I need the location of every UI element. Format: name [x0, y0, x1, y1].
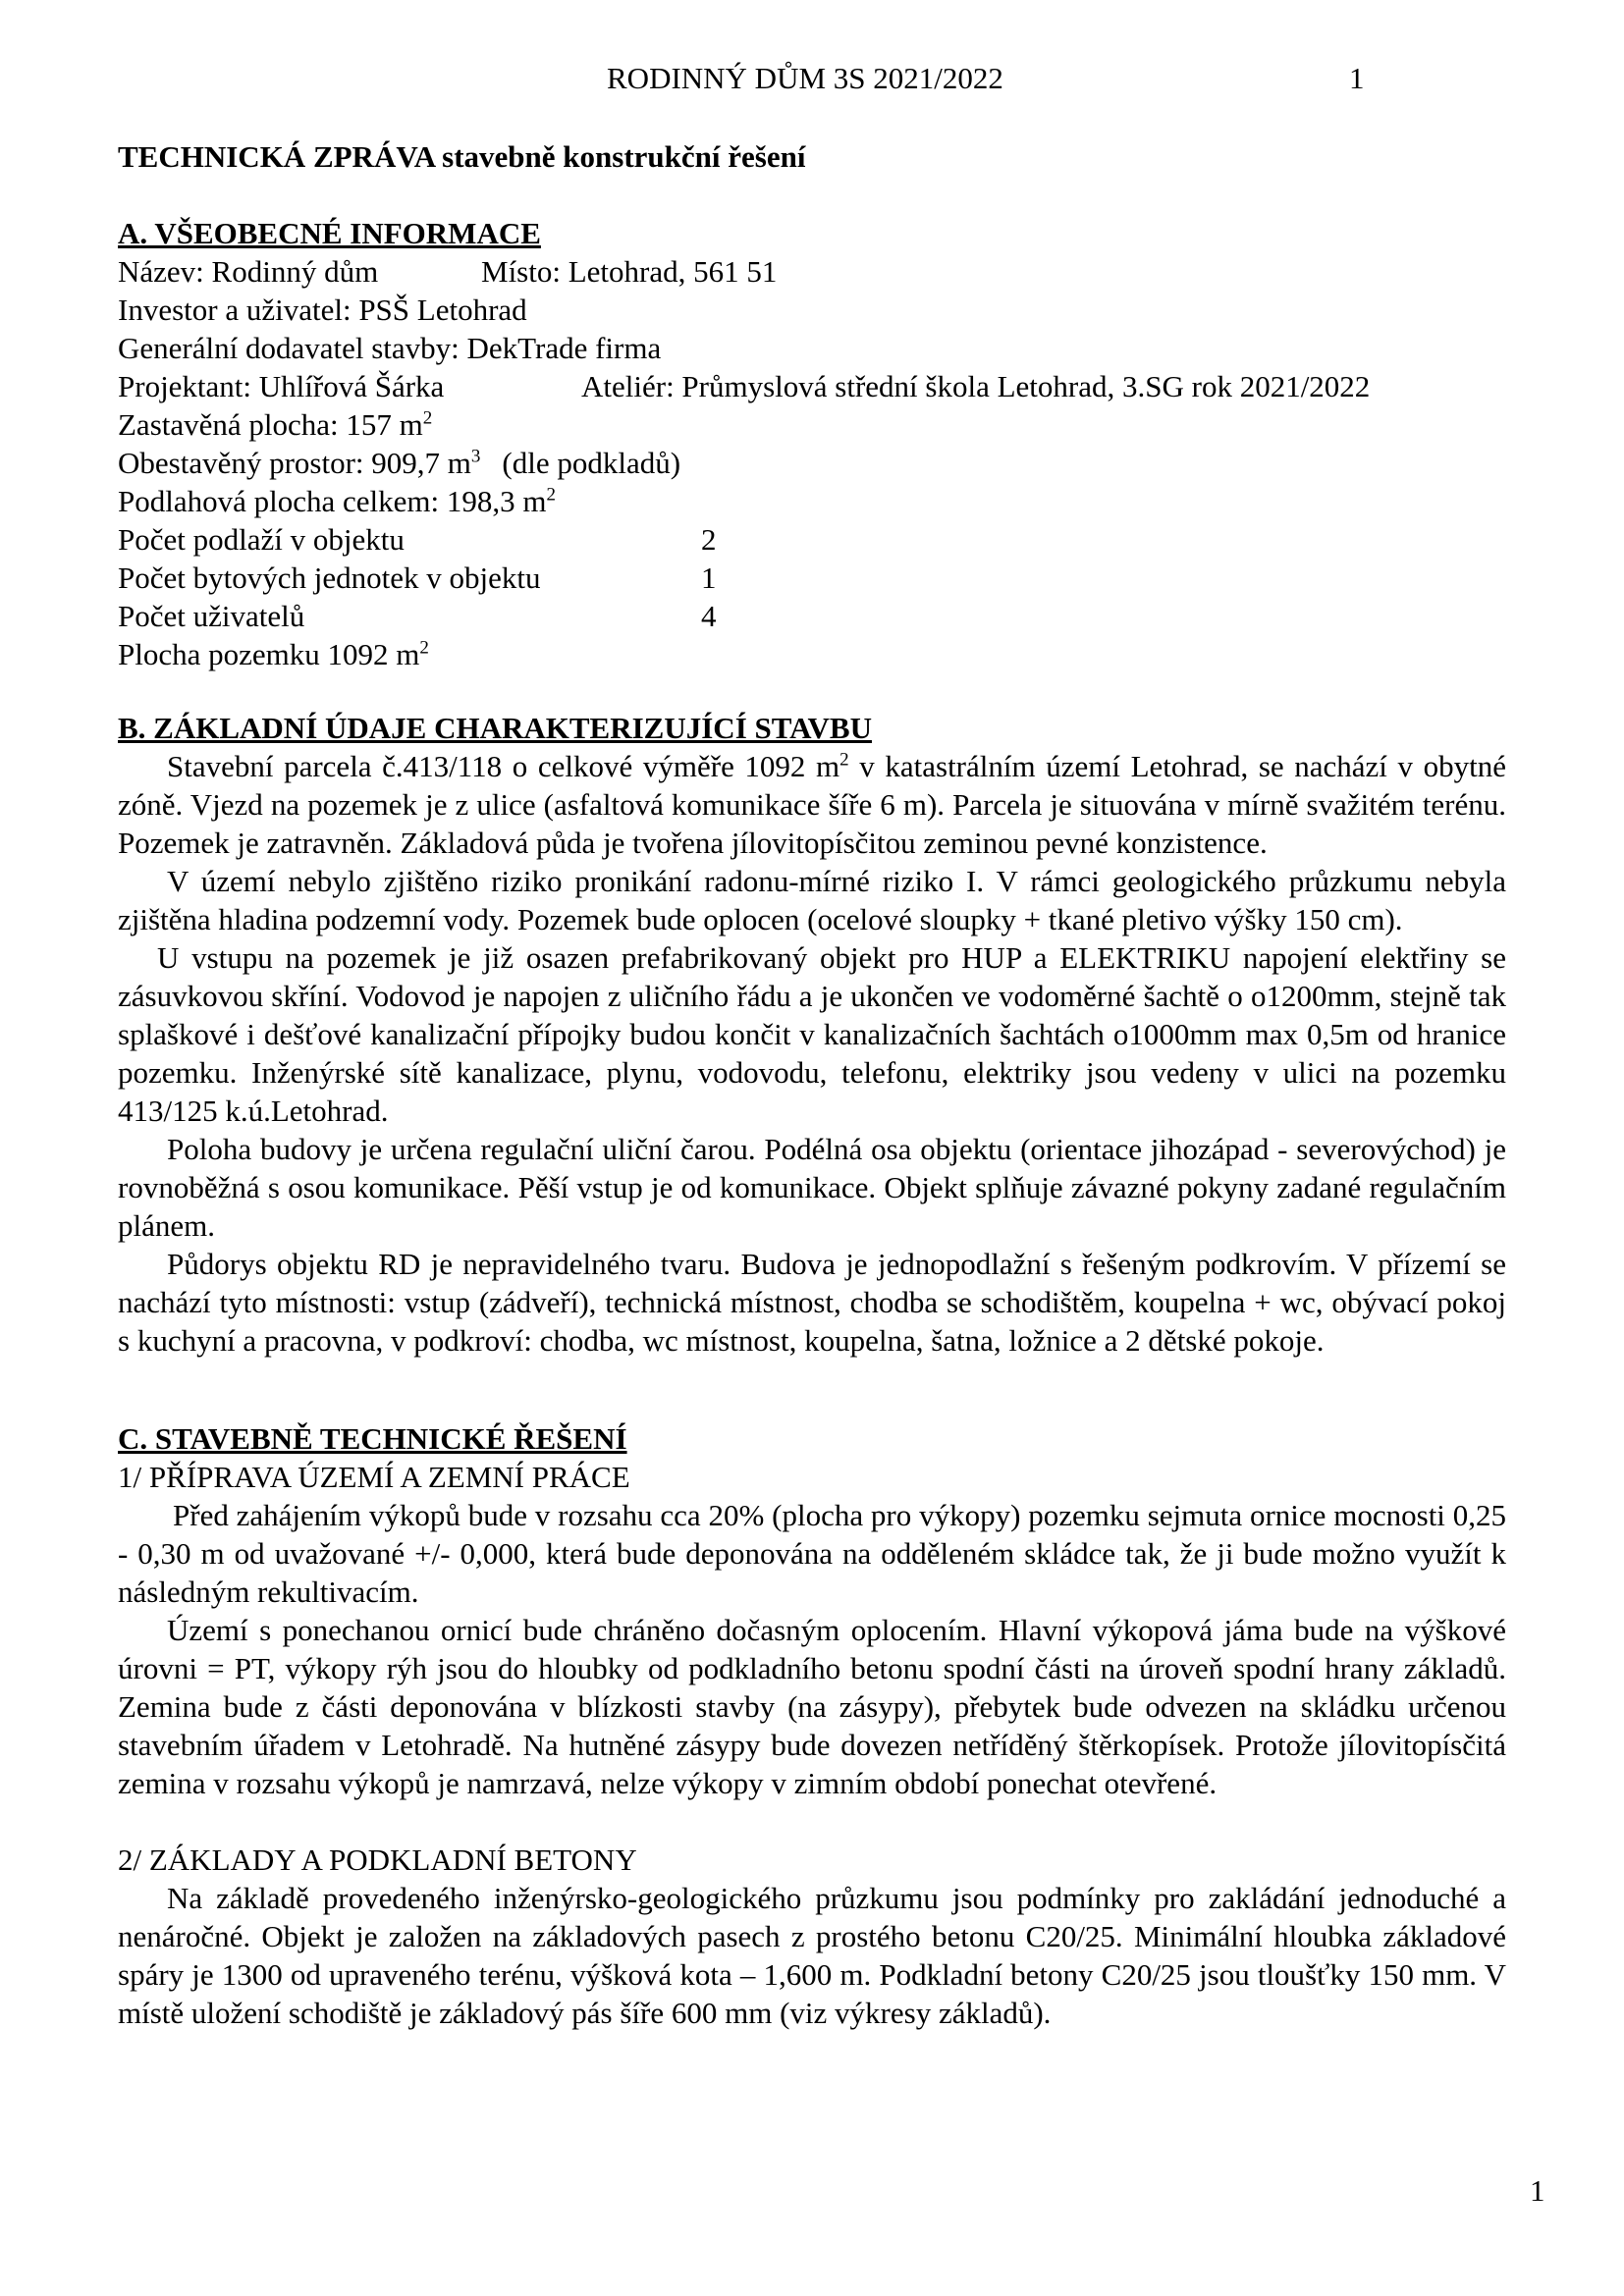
document-title: TECHNICKÁ ZPRÁVA stavebně konstrukční řešení	[118, 139, 806, 174]
footer-page-number: 1	[1530, 2173, 1545, 2208]
subsection-2-paragraph: Na základě provedeného inženýrsko-geologického průzkumu jsou podmínky pro zakládání jednoduché a nenáročné. Objekt je založen na základových pasech z prostého betonu C20/25. Minimální hloubka základové spáry je 1300 od upraveného terénu, výšková kota – 1,600 m. Podkladní betony C20/25 jsou tloušťky 150 mm. V místě uložení schodiště je základový pás šíře 600 mm (viz výkresy základů).	[118, 1881, 1506, 2030]
superscript: 2	[546, 484, 556, 506]
building-name: Název: Rodinný dům	[118, 254, 379, 289]
enclosed-volume-text: Obestavěný prostor: 909,7 m	[118, 446, 471, 480]
floors-value: 2	[701, 522, 717, 557]
paragraph-text: v katastrálním území Letohrad, se nachází v obytné zóně. Vjezd na pozemek je z ulice (asfaltová komunikace šíře 6 m). Parcela je situována v mírně svažitém terénu. Pozemek je zatravněn. Základová půda je tvořena jílovitopísčitou zeminou pevné konzistence.	[118, 749, 1506, 860]
section-a-heading: A. VŠEOBECNÉ INFORMACE	[118, 216, 541, 250]
floors-label: Počet podlaží v objektu	[118, 522, 405, 557]
units-value: 1	[701, 561, 717, 595]
built-area	[118, 405, 1506, 444]
paragraph-text: Stavební parcela č.413/118 o celkové výměře 1092 m	[167, 749, 840, 783]
section-b-paragraph: Poloha budovy je určena regulační uliční čarou. Podélná osa objektu (orientace jihozápad - severovýchod) je rovnoběžná s osou komunikace. Pěší vstup je od komunikace. Objekt splňuje závazné pokyny zadané regulačním plánem.	[118, 1132, 1506, 1243]
plot-area	[118, 635, 1506, 673]
section-b-paragraph: V území nebylo zjištěno riziko pronikání radonu-mírné riziko I. V rámci geologického průzkumu nebyla zjištěna hladina podzemní vody. Pozemek bude oplocen (ocelové sloupky + tkané pletivo výšky 150 cm).	[118, 864, 1506, 936]
floors-count	[118, 520, 1506, 559]
units-label: Počet bytových jednotek v objektu	[118, 561, 541, 595]
general-contractor: Generální dodavatel stavby: DekTrade firma	[118, 331, 662, 365]
designer-studio-line	[118, 367, 1506, 405]
name-place-line	[118, 252, 1506, 291]
running-header	[118, 59, 1506, 98]
users-value: 4	[701, 599, 717, 633]
subsection-1-paragraph: Území s ponechanou ornicí bude chráněno dočasným oplocením. Hlavní výkopová jáma bude na výškové úrovni = PT, výkopy rýh jsou do hloubky od podkladního betonu spodní části na úroveň spodní hrany základů. Zemina bude z části deponována v blízkosti stavby (na zásypy), přebytek bude odvezen na skládku určenou stavebním úřadem v Letohradě. Na hutněné zásypy bude dovezen netříděný štěrkopísek. Protože jílovitopísčitá zemina v rozsahu výkopů je namrzavá, nelze výkopy v zimním období ponechat otevřené.	[118, 1613, 1506, 1800]
superscript: 2	[419, 637, 429, 659]
section-b	[118, 709, 1506, 1360]
built-area-text: Zastavěná plocha: 157 m	[118, 407, 423, 442]
investor: Investor a uživatel: PSŠ Letohrad	[118, 293, 527, 327]
units-count	[118, 559, 1506, 597]
floor-area-text: Podlahová plocha celkem: 198,3 m	[118, 484, 547, 518]
section-a	[118, 214, 1506, 673]
superscript: 2	[422, 407, 433, 429]
superscript: 3	[470, 446, 481, 467]
floor-area	[118, 482, 1506, 520]
section-b-paragraph: Půdorys objektu RD je nepravidelného tvaru. Budova je jednopodlažní s řešeným podkrovím. V přízemí se nachází tyto místnosti: vstup (zádveří), technická místnost, chodba se schodištěm, koupelna + wc, obývací pokoj s kuchyní a pracovna, v podkroví: chodba, wc místnost, koupelna, šatna, ložnice a 2 dětské pokoje.	[118, 1247, 1506, 1358]
section-c-heading: C. STAVEBNĚ TECHNICKÉ ŘEŠENÍ	[118, 1421, 627, 1456]
section-b-paragraph: U vstupu na pozemek je již osazen prefabrikovaný objekt pro HUP a ELEKTRIKU napojení elektřiny se zásuvkovou skříní. Vodovod je napojen z uličního řádu a je ukončen ve vodoměrné šachtě o o1200mm, stejně tak splaškové i dešťové kanalizační přípojky budou končit v kanalizačních šachtách o1000mm max 0,5m od hranice pozemku. Inženýrské sítě kanalizace, plynu, vodovodu, telefonu, elektriky jsou vedeny v ulici na pozemku 413/125 k.ú.Letohrad.	[118, 940, 1506, 1128]
section-b-heading: B. ZÁKLADNÍ ÚDAJE CHARAKTERIZUJÍCÍ STAVBU	[118, 711, 872, 745]
plot-area-text: Plocha pozemku 1092 m	[118, 637, 420, 671]
designer: Projektant: Uhlířová Šárka	[118, 369, 445, 403]
studio: Ateliér: Průmyslová střední škola Letohrad, 3.SG rok 2021/2022	[581, 369, 1371, 403]
subsection-1-heading: 1/ PŘÍPRAVA ÚZEMÍ A ZEMNÍ PRÁCE	[118, 1460, 630, 1494]
enclosed-volume	[118, 444, 1506, 482]
users-count	[118, 597, 1506, 635]
superscript: 2	[839, 749, 849, 771]
running-header-title: RODINNÝ DŮM 3S 2021/2022	[607, 61, 1003, 95]
section-c	[118, 1419, 1506, 2032]
building-place: Místo: Letohrad, 561 51	[481, 254, 778, 289]
users-label: Počet uživatelů	[118, 599, 305, 633]
section-b-paragraph	[118, 747, 1506, 862]
subsection-1-paragraph: Před zahájením výkopů bude v rozsahu cca 20% (plocha pro výkopy) pozemku sejmuta ornice mocnosti 0,25 - 0,30 m od uvažované +/- 0,000, která bude deponována na odděleném skládce tak, že ji bude možno využít k následným rekultivacím.	[118, 1498, 1506, 1609]
running-header-page-number: 1	[1349, 61, 1365, 95]
volume-note: (dle podkladů)	[502, 446, 681, 480]
subsection-2-heading: 2/ ZÁKLADY A PODKLADNÍ BETONY	[118, 1842, 637, 1877]
